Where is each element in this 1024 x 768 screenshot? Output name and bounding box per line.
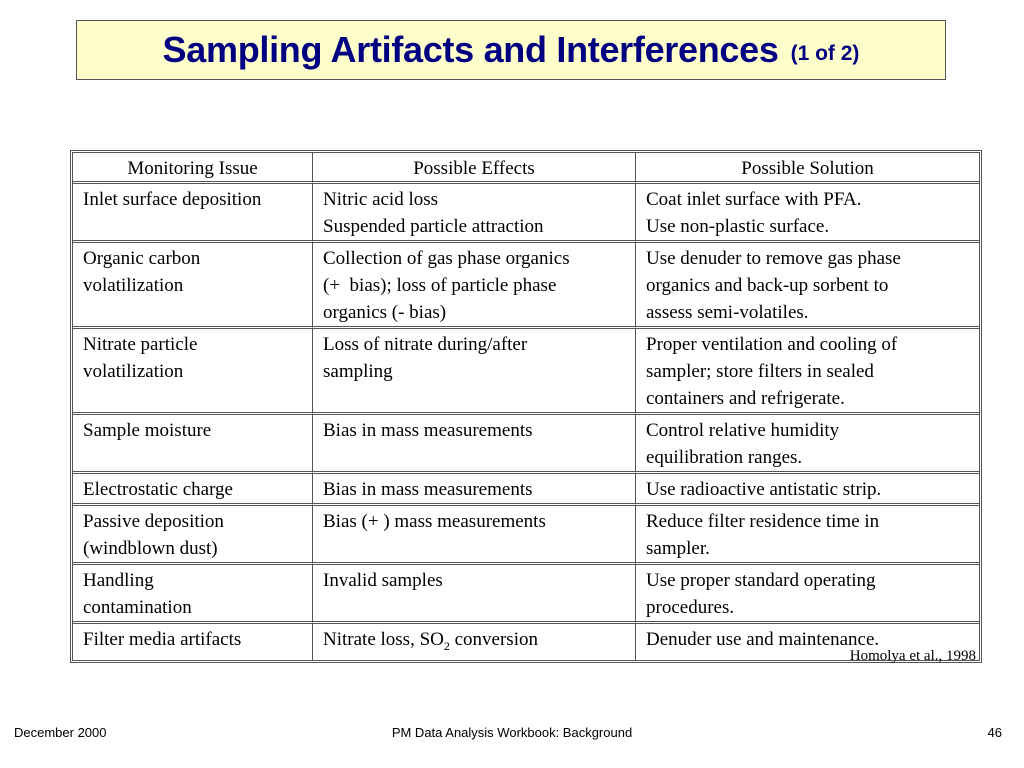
effects-text-tail: conversion	[449, 629, 538, 650]
cell-issue	[73, 329, 313, 415]
header-possible-effects: Possible Effects	[313, 153, 636, 184]
cell-line: Reduce filter residence time in	[646, 511, 880, 532]
cell-solution	[636, 329, 979, 415]
cell-solution	[636, 184, 979, 243]
table-row	[73, 243, 979, 329]
cell-line: Organic carbon	[83, 248, 201, 269]
cell-line: Collection of gas phase organics	[323, 248, 570, 269]
cell-line: Bias (+ ) mass measurements	[323, 511, 546, 532]
cell-line: Nitrate particle	[83, 334, 198, 355]
cell-issue	[73, 474, 313, 506]
cell-line: Inlet surface deposition	[83, 189, 262, 210]
table-header-row	[73, 153, 979, 184]
cell-line: (+ bias); loss of particle phase	[323, 275, 557, 296]
cell-effects	[313, 624, 636, 660]
cell-line: Use proper standard operating	[646, 570, 876, 591]
cell-line: Coat inlet surface with PFA.	[646, 189, 862, 210]
cell-solution	[636, 474, 979, 506]
cell-line: (windblown dust)	[83, 538, 218, 559]
cell-solution	[636, 565, 979, 624]
cell-effects	[313, 474, 636, 506]
table-row	[73, 329, 979, 415]
cell-line: Handling	[83, 570, 154, 591]
footer-workbook-title: PM Data Analysis Workbook: Background	[391, 725, 633, 740]
cell-line: Denuder use and maintenance.	[646, 629, 880, 650]
cell-line: Bias in mass measurements	[323, 420, 533, 441]
table-row	[73, 565, 979, 624]
cell-line: Use non-plastic surface.	[646, 216, 830, 237]
cell-line: Use radioactive antistatic strip.	[646, 479, 882, 500]
cell-line: sampler; store filters in sealed	[646, 361, 874, 382]
footer-date: December 2000	[14, 725, 107, 740]
table-row	[73, 474, 979, 506]
cell-solution	[636, 243, 979, 329]
cell-solution	[636, 415, 979, 474]
cell-issue	[73, 565, 313, 624]
slide-title: Sampling Artifacts and Interferences	[162, 29, 779, 70]
cell-line: containers and refrigerate.	[646, 388, 845, 409]
cell-line: assess semi-volatiles.	[646, 302, 809, 323]
artifacts-table-container	[70, 150, 976, 663]
cell-line: sampling	[323, 361, 393, 382]
footer-page-number: 46	[987, 725, 1002, 740]
cell-line: Filter media artifacts	[83, 629, 242, 650]
cell-effects	[313, 184, 636, 243]
cell-line: volatilization	[83, 361, 184, 382]
table-row	[73, 506, 979, 565]
cell-line: organics (- bias)	[323, 302, 447, 323]
cell-issue	[73, 415, 313, 474]
header-possible-solution: Possible Solution	[636, 153, 979, 184]
cell-issue	[73, 184, 313, 243]
cell-effects	[313, 243, 636, 329]
cell-effects	[313, 506, 636, 565]
source-citation: Homolya et al., 1998	[849, 648, 976, 664]
cell-solution	[636, 506, 979, 565]
table-row	[73, 184, 979, 243]
cell-issue	[73, 243, 313, 329]
cell-line: sampler.	[646, 538, 710, 559]
cell-line	[323, 626, 627, 660]
cell-issue	[73, 624, 313, 660]
cell-line: Bias in mass measurements	[323, 479, 533, 500]
cell-line: Nitric acid loss	[323, 189, 439, 210]
cell-line: Passive deposition	[83, 511, 224, 532]
cell-line: equilibration ranges.	[646, 447, 803, 468]
subscript-2: 2	[443, 638, 450, 653]
cell-line: Proper ventilation and cooling of	[646, 334, 898, 355]
cell-effects	[313, 329, 636, 415]
table-row	[73, 624, 979, 660]
cell-line: Use denuder to remove gas phase	[646, 248, 901, 269]
cell-line: procedures.	[646, 597, 735, 618]
effects-text: Nitrate loss, SO	[323, 629, 444, 650]
header-monitoring-issue: Monitoring Issue	[73, 153, 313, 184]
cell-line: Electrostatic charge	[83, 479, 233, 500]
slide-subtitle: (1 of 2)	[790, 42, 860, 65]
cell-line: Loss of nitrate during/after	[323, 334, 528, 355]
cell-effects	[313, 565, 636, 624]
cell-line: Invalid samples	[323, 570, 443, 591]
cell-line: contamination	[83, 597, 192, 618]
title-banner	[76, 20, 946, 80]
cell-line: Sample moisture	[83, 420, 212, 441]
cell-line: Control relative humidity	[646, 420, 840, 441]
cell-effects	[313, 415, 636, 474]
table-row	[73, 415, 979, 474]
cell-line: volatilization	[83, 275, 184, 296]
cell-line: organics and back-up sorbent to	[646, 275, 889, 296]
cell-line: Suspended particle attraction	[323, 216, 544, 237]
artifacts-table	[70, 150, 982, 663]
cell-issue	[73, 506, 313, 565]
